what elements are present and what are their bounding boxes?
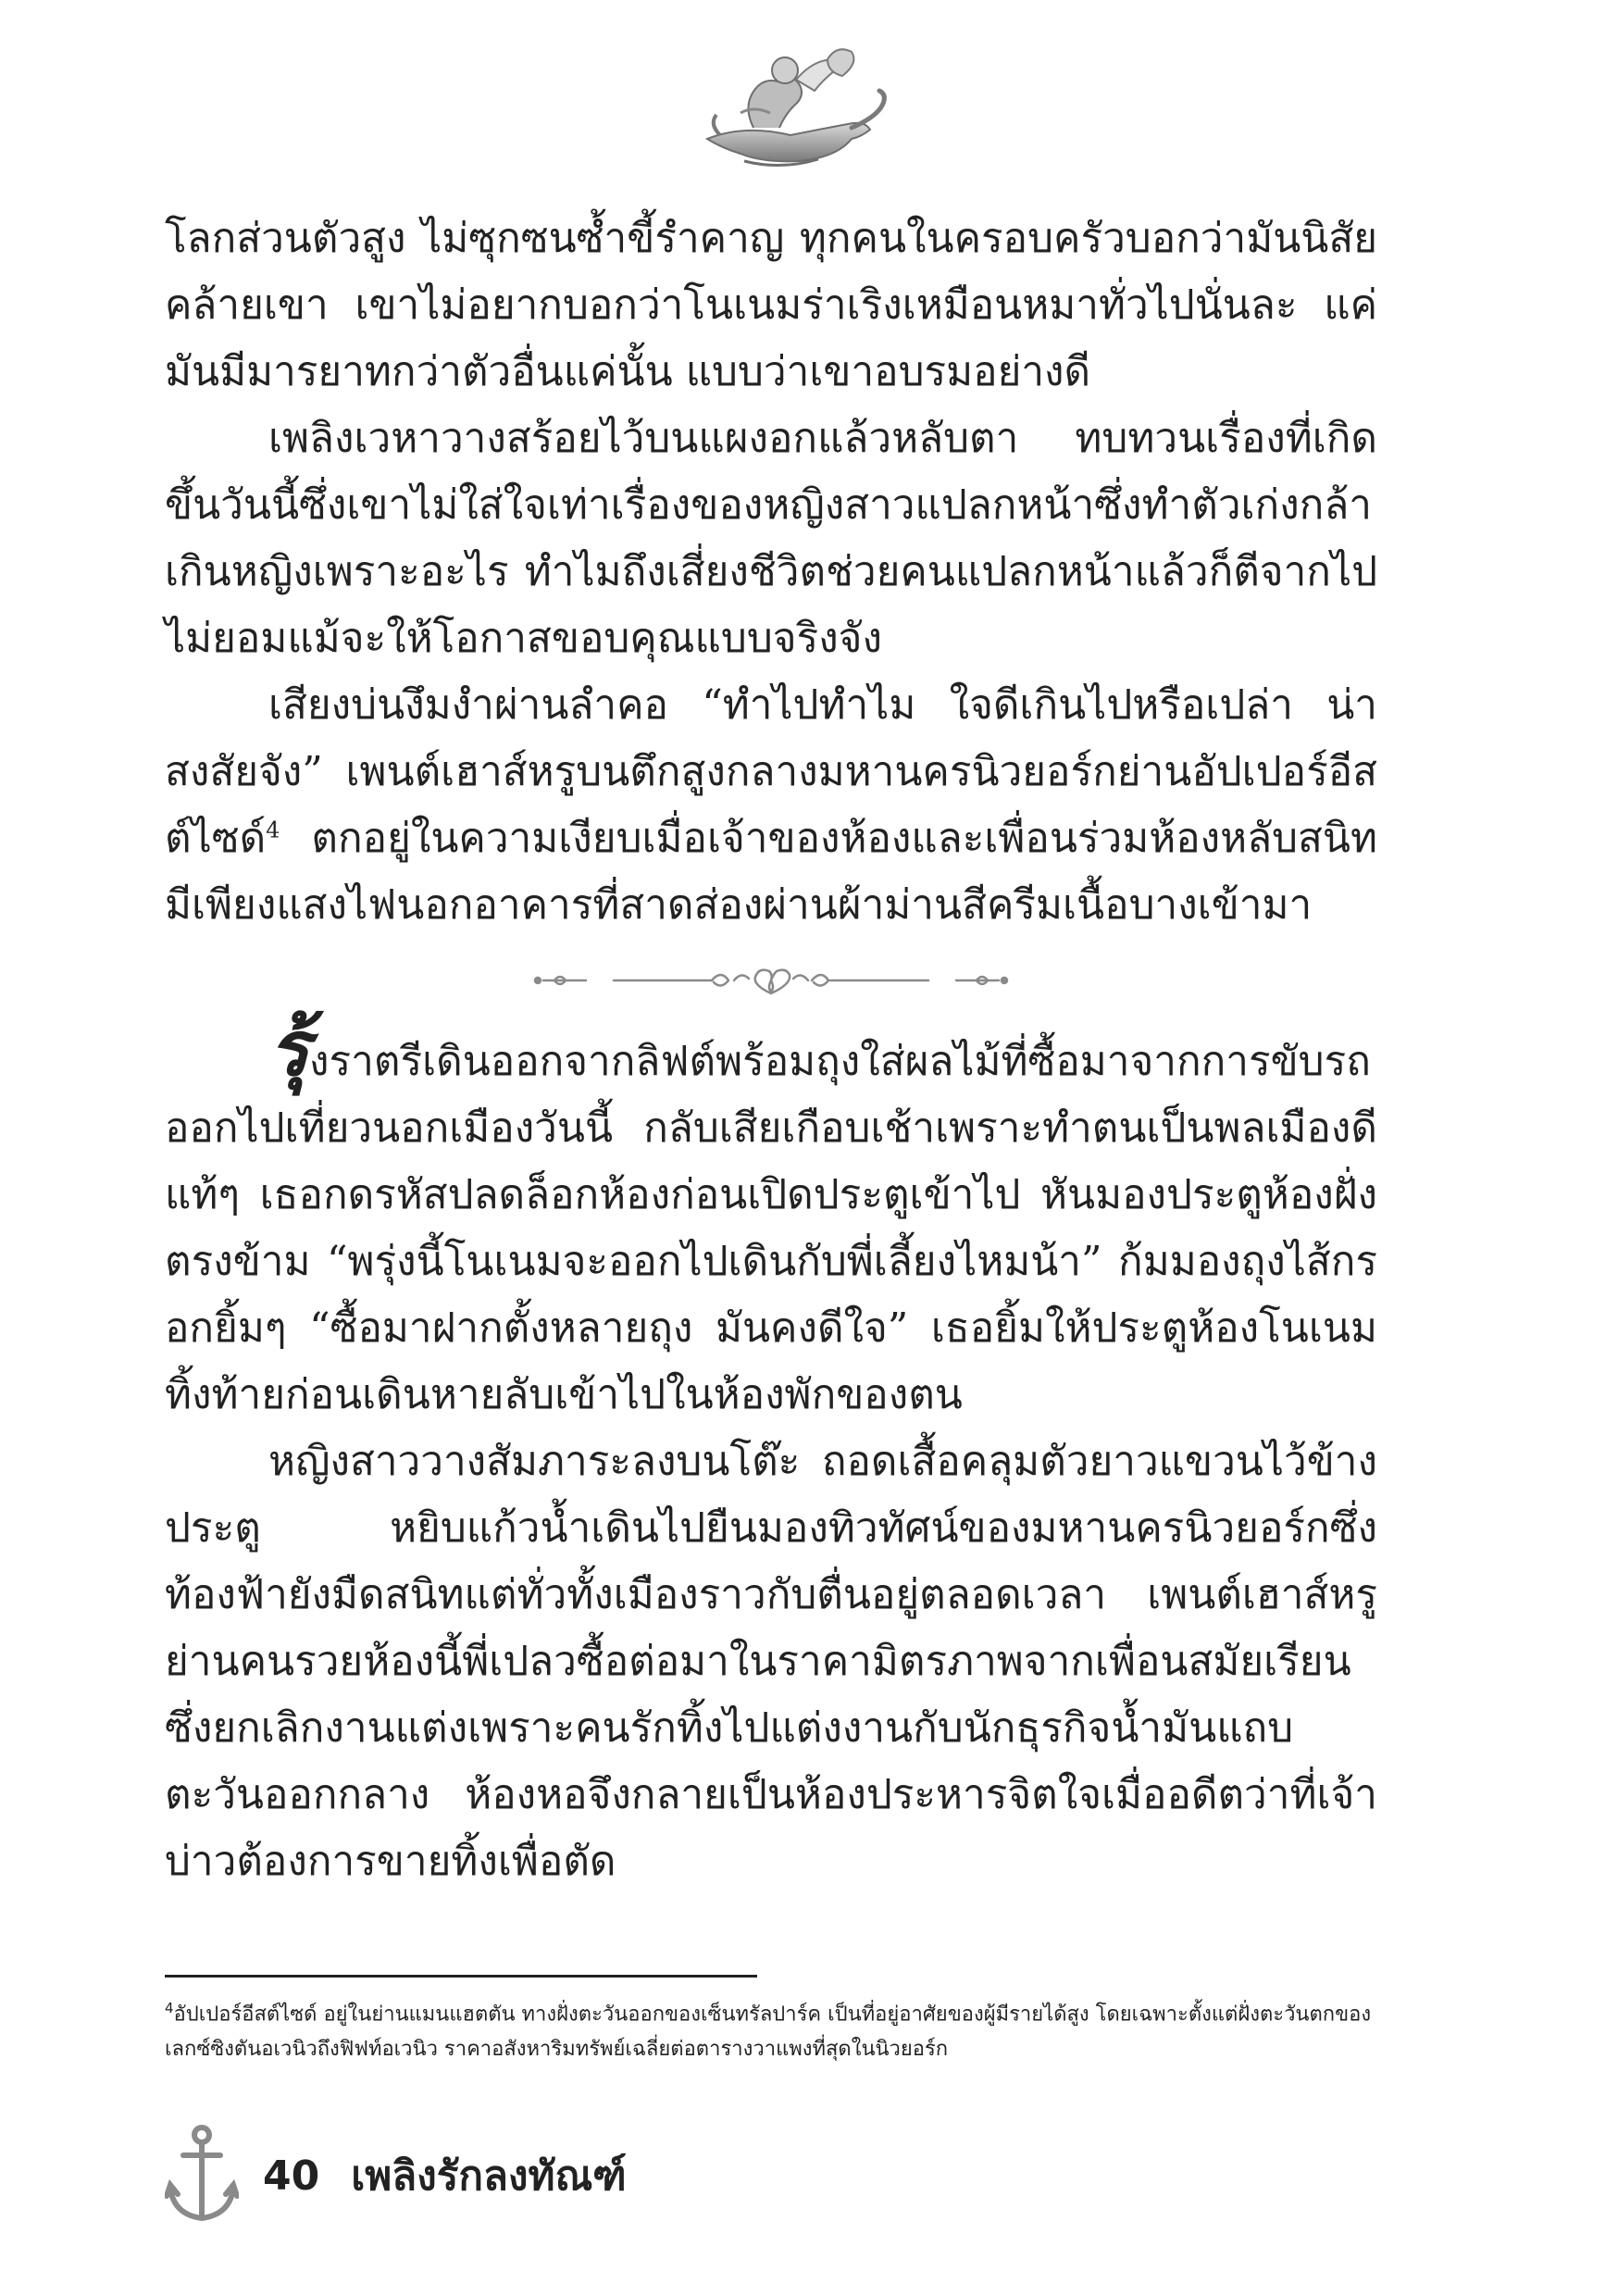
body-text [165, 206, 1377, 1895]
paragraph-3-text: เสียงบ่นงึมงำผ่านลำคอ “ทำไปทำไม ใจดีเกินไปหรือเปล่า น่าสงสัยจัง” เพนต์เฮาส์หรูบนตึกสูงกลางมหานครนิวยอร์กย่านอัปเปอร์อีสต์ไซด์ [165, 681, 1377, 862]
footnote-reference[interactable]: 4 [266, 817, 280, 843]
footnote [165, 1990, 1377, 2067]
paragraph-5: หญิงสาววางสัมภาระลงบนโต๊ะ ถอดเสื้อคลุมตัวยาวแขวนไว้ข้างประตู หยิบแก้วน้ำเดินไปยืนมองทิวทัศน์ของมหานครนิวยอร์กซึ่งท้องฟ้ายังมืดสนิทแต่ทั่วทั้งเมืองราวกับตื่นอยู่ตลอดเวลา เพนต์เฮาส์หรูย่านคนรวยห้องนี้พี่เปลวซื้อต่อมาในราคามิตรภาพจากเพื่อนสมัยเรียนซึ่งยกเลิกงานแต่งเพราะคนรักทิ้งไปแต่งงานกับนักธุรกิจน้ำมันแถบตะวันออกกลาง ห้องหอจึงกลายเป็นห้องประหารจิตใจเมื่ออดีตว่าที่เจ้าบ่าวต้องการขายทิ้งเพื่อตัด [165, 1438, 1377, 1885]
footnote-rule [165, 1975, 757, 1978]
page-number: 40 [263, 2152, 320, 2200]
paragraph-4 [165, 1005, 1377, 1429]
page-footer [165, 2120, 627, 2231]
paragraph-1: โลกส่วนตัวสูง ไม่ซุกซนซ้ำขี้รำคาญ ทุกคนในครอบครัวบอกว่ามันนิสัยคล้ายเขา เขาไม่อยากบอกว่าโนเนมร่าเริงเหมือนหมาทั่วไปนั่นละ แค่มันมีมารยาทกว่าตัวอื่นแค่นั้น แบบว่าเขาอบรมอย่างดี [165, 215, 1377, 395]
anchor-icon [165, 2124, 239, 2227]
paragraph-3-text-continued: ตกอยู่ในความเงียบเมื่อเจ้าของห้องและเพื่อนร่วมห้องหลับสนิท มีเพียงแสงไฟนอกอาคารที่สาดส่องผ่านผ้าม่านสีครีมเนื้อบางเข้ามา [165, 815, 1377, 929]
paragraph-4-text: งราตรีเดินออกจากลิฟต์พร้อมถุงใส่ผลไม้ที่ซื้อมาจากการขับรถออกไปเที่ยวนอกเมืองวันนี้ กลับเสียเกือบเช้าเพราะทำตนเป็นพลเมืองดีแท้ๆ เธอกดรหัสปลดล็อกห้องก่อนเปิดประตูเข้าไป หันมองประตูห้องฝั่งตรงข้าม “พรุ่งนี้โนเนมจะออกไปเดินกับพี่เลี้ยงไหมน้า” ก้มมองถุงไส้กรอกยิ้มๆ “ซื้อมาฝากตั้งหลายถุง มันคงดีใจ” เธอยิ้มให้ประตูห้องโนเนมทิ้งท้ายก่อนเดินหายลับเข้าไปในห้องพักของตน [165, 1038, 1377, 1418]
paragraph-2: เพลิงเวหาวางสร้อยไว้บนแผงอกแล้วหลับตา ทบทวนเรื่องที่เกิดขึ้นวันนี้ซึ่งเขาไม่ใส่ใจเท่าเรื่องของหญิงสาวแปลกหน้าซึ่งทำตัวเก่งกล้าเกินหญิงเพราะอะไร ทำไมถึงเสี่ยงชีวิตช่วยคนแปลกหน้าแล้วก็ตีจากไป ไม่ยอมแม้จะให้โอกาสขอบคุณแบบจริงจัง [165, 415, 1377, 662]
section-divider [165, 939, 1377, 1022]
footnote-marker: 4 [165, 2000, 174, 2016]
heart-flourish-icon [530, 962, 1012, 999]
book-title: เพลิงรักลงทัณฑ์ [351, 2152, 627, 2200]
footnote-text: อัปเปอร์อีสต์ไซด์ อยู่ในย่านแมนแฮตตัน ทางฝั่งตะวันออกของเซ็นทรัลปาร์ค เป็นที่อยู่อาศัยของผู้มีรายได้สูง โดยเฉพาะตั้งแต่ฝั่งตะวันตกของเลกซ์ซิงตันอเวนิวถึงฟิฟท์อเวนิว ราคาอสังหาริมทรัพย์เฉลี่ยต่อตารางวาแพงที่สุดในนิวยอร์ก [165, 2003, 1372, 2062]
paragraph-3 [165, 672, 1377, 939]
drop-cap: รุ้ [268, 1005, 310, 1093]
cupid-lamp-icon [689, 35, 902, 174]
